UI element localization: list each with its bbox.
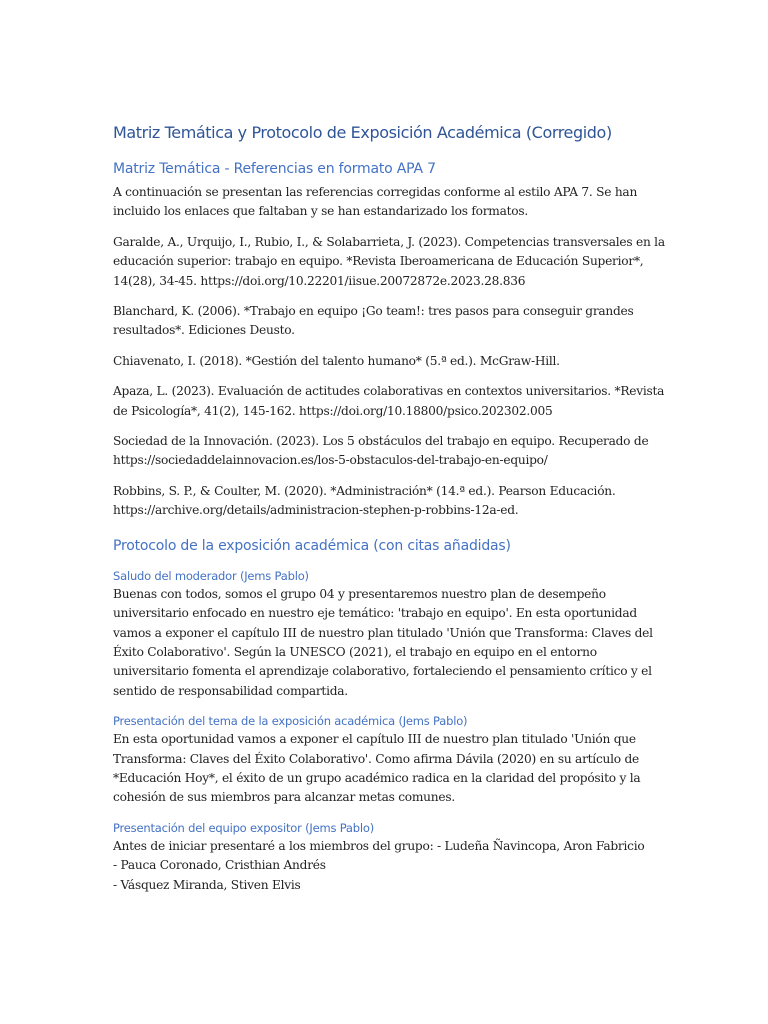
text-line: universitario fomenta el aprendizaje colaborativo, fortaleciendo el pensamiento crítico y el xyxy=(113,664,652,679)
text-line: *Educación Hoy*, el éxito de un grupo académico radica en la claridad del propósito y la xyxy=(113,770,641,785)
text-line: Éxito Colaborativo'. Según la UNESCO (2021), el trabajo en equipo en el entorno xyxy=(113,644,597,659)
text-line: Apaza, L. (2023). Evaluación de actitudes colaborativas en contextos universitarios. *Revista xyxy=(113,384,665,399)
intro-paragraph xyxy=(113,183,653,222)
section-heading-matriz: Matriz Temática - Referencias en formato APA 7 xyxy=(113,161,436,177)
text-line: Robbins, S. P., & Coulter, M. (2020). *Administración* (14.ª ed.). Pearson Educación. xyxy=(113,483,616,498)
text-line: Antes de iniciar presentaré a los miembros del grupo: - Ludeña Ñavincopa, Aron Fabricio xyxy=(113,838,645,853)
paragraph-saludo xyxy=(113,585,653,701)
text-line: Garalde, A., Urquijo, I., Rubio, I., & Solabarrieta, J. (2023). Competencias transversales en la xyxy=(113,234,665,249)
text-line: vamos a exponer el capítulo III de nuestro plan titulado 'Unión que Transforma: Claves del xyxy=(113,625,653,640)
text-line: cohesión de sus miembros para alcanzar metas comunes. xyxy=(113,790,455,805)
text-line: Chiavenato, I. (2018). *Gestión del talento humano* (5.ª ed.). McGraw-Hill. xyxy=(113,353,560,368)
text-line: sentido de responsabilidad compartida. xyxy=(113,683,348,698)
paragraph-presentacion-tema xyxy=(113,730,653,808)
subheading-equipo-expositor: Presentación del equipo expositor (Jems Pablo) xyxy=(113,820,374,835)
text-line: https://archive.org/details/administracion-stephen-p-robbins-12a-ed. xyxy=(113,503,519,518)
text-line: resultados*. Ediciones Deusto. xyxy=(113,323,295,338)
document-page xyxy=(113,120,665,895)
text-line: de Psicología*, 41(2), 145-162. https://doi.org/10.18800/psico.202302.005 xyxy=(113,403,553,418)
text-line: Sociedad de la Innovación. (2023). Los 5 obstáculos del trabajo en equipo. Recuperado de xyxy=(113,434,649,449)
document-title: Matriz Temática y Protocolo de Exposición Académica (Corregido) xyxy=(113,123,612,142)
text-line: universitario enfocado en nuestro eje temático: 'trabajo en equipo'. En esta oportunidad xyxy=(113,606,637,621)
text-line: 14(28), 34-45. https://doi.org/10.22201/iisue.20072872e.2023.28.836 xyxy=(113,273,526,288)
text-line: Blanchard, K. (2006). *Trabajo en equipo ¡Go team!: tres pasos para conseguir grandes xyxy=(113,304,634,319)
text-line: A continuación se presentan las referencias corregidas conforme al estilo APA 7. Se han xyxy=(113,185,638,199)
paragraph-equipo-expositor xyxy=(113,837,653,895)
subheading-presentacion-tema: Presentación del tema de la exposición académica (Jems Pablo) xyxy=(113,714,468,729)
text-line: En esta oportunidad vamos a exponer el capítulo III de nuestro plan titulado 'Unión que xyxy=(113,732,636,747)
reference-apaza xyxy=(113,382,665,421)
text-line: educación superior: trabajo en equipo. *Revista Iberoamericana de Educación Superior*, xyxy=(113,254,644,269)
section-heading-protocolo: Protocolo de la exposición académica (con citas añadidas) xyxy=(113,537,511,554)
text-line: Buenas con todos, somos el grupo 04 y presentaremos nuestro plan de desempeño xyxy=(113,586,606,601)
text-line: - Vásquez Miranda, Stiven Elvis xyxy=(113,877,301,892)
reference-garalde xyxy=(113,233,665,291)
reference-chiavenato xyxy=(113,352,653,371)
text-line: - Pauca Coronado, Cristhian Andrés xyxy=(113,858,326,873)
text-line: Transforma: Claves del Éxito Colaborativo'. Como afirma Dávila (2020) en su artículo de xyxy=(113,751,639,766)
text-line: https://sociedaddelainnovacion.es/los-5-obstaculos-del-trabajo-en-equipo/ xyxy=(113,453,548,468)
subheading-saludo: Saludo del moderador (Jems Pablo) xyxy=(113,568,309,583)
reference-robbins xyxy=(113,482,653,521)
text-line: incluido los enlaces que faltaban y se han estandarizado los formatos. xyxy=(113,204,528,219)
reference-blanchard xyxy=(113,302,653,341)
reference-sociedad-innovacion xyxy=(113,432,653,471)
